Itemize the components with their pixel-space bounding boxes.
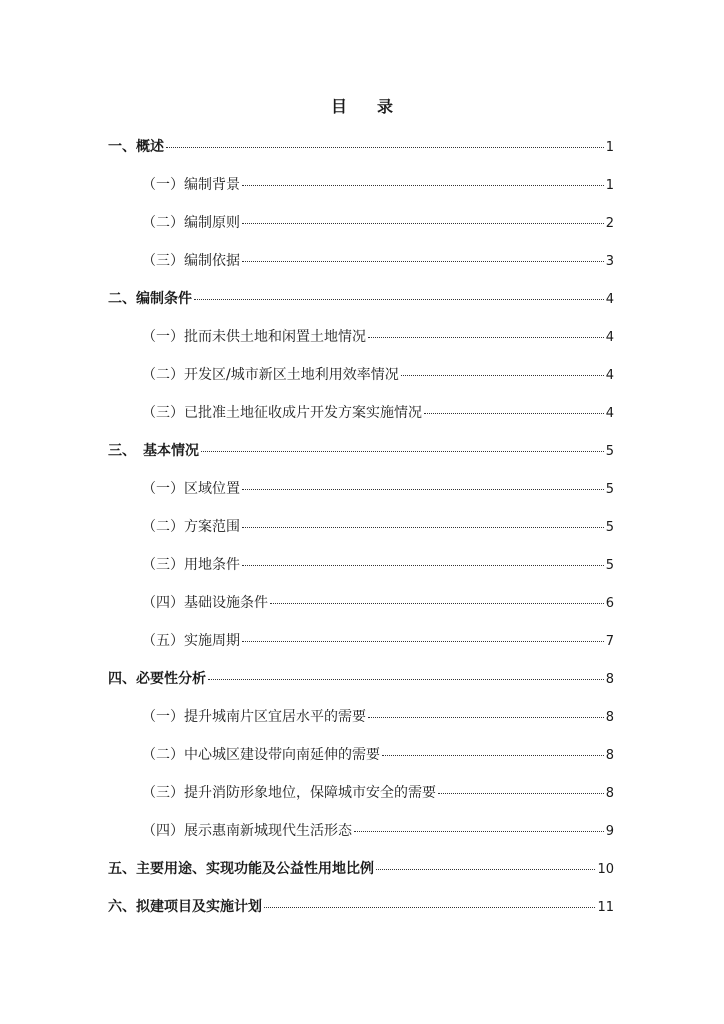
toc-entry-page: 8: [605, 710, 614, 725]
toc-entry-page: 8: [605, 672, 614, 687]
toc-entry-label: （一）批而未供土地和闲置土地情况: [142, 329, 366, 345]
toc-entry-page: 9: [605, 824, 614, 839]
toc-entry-page: 5: [605, 482, 614, 497]
toc-entry-label: （二）方案范围: [142, 519, 240, 535]
toc-entry[interactable]: [108, 210, 614, 248]
dot-leader: [376, 868, 595, 870]
toc-entry-page: 4: [605, 368, 614, 383]
toc-entry-page: 8: [605, 748, 614, 763]
toc-title: [0, 94, 724, 117]
toc-entry[interactable]: [108, 476, 614, 514]
dot-leader: [270, 602, 604, 604]
toc-entry-page: 5: [605, 520, 614, 535]
toc-entry-label: 二、编制条件: [108, 291, 192, 307]
toc-title-char-1: 目: [330, 97, 347, 116]
toc-entry-label: 三、 基本情况: [108, 443, 199, 459]
toc-entry[interactable]: [108, 704, 614, 742]
dot-leader: [264, 906, 595, 908]
toc-entry-label: （三）已批准土地征收成片开发方案实施情况: [142, 405, 422, 421]
toc-entry-page: 4: [605, 330, 614, 345]
toc-entry[interactable]: [108, 818, 614, 856]
toc-entry-label: 六、拟建项目及实施计划: [108, 899, 262, 915]
dot-leader: [242, 564, 604, 566]
toc-entry[interactable]: [108, 552, 614, 590]
dot-leader: [424, 412, 604, 414]
toc-entry-label: （三）用地条件: [142, 557, 240, 573]
toc-entry[interactable]: [108, 400, 614, 438]
toc-entry[interactable]: [108, 666, 614, 704]
toc-entry-page: 11: [597, 900, 614, 915]
toc-entry-page: 8: [605, 786, 614, 801]
dot-leader: [401, 374, 604, 376]
dot-leader: [242, 222, 604, 224]
dot-leader: [242, 640, 604, 642]
toc-entry-label: 五、主要用途、实现功能及公益性用地比例: [108, 861, 374, 877]
toc-entry[interactable]: [108, 286, 614, 324]
toc-entry[interactable]: [108, 894, 614, 932]
toc-entry-label: （四）展示惠南新城现代生活形态: [142, 823, 352, 839]
toc-entry-page: 10: [597, 862, 614, 877]
dot-leader: [368, 716, 604, 718]
dot-leader: [438, 792, 604, 794]
toc-entry[interactable]: [108, 324, 614, 362]
dot-leader: [242, 488, 604, 490]
dot-leader: [382, 754, 604, 756]
toc-entry-label: （一）编制背景: [142, 177, 240, 193]
toc-entry[interactable]: [108, 590, 614, 628]
dot-leader: [194, 298, 604, 300]
toc-entry[interactable]: [108, 628, 614, 666]
toc-entry-page: 1: [605, 178, 614, 193]
toc-entry[interactable]: [108, 780, 614, 818]
dot-leader: [242, 526, 604, 528]
toc-entry[interactable]: [108, 856, 614, 894]
toc-entry-page: 4: [605, 406, 614, 421]
toc-entry[interactable]: [108, 742, 614, 780]
toc-entry-page: 1: [605, 140, 614, 155]
dot-leader: [354, 830, 604, 832]
dot-leader: [368, 336, 604, 338]
toc-entry-label: 一、概述: [108, 139, 164, 155]
toc-entry-label: （二）中心城区建设带向南延伸的需要: [142, 747, 380, 763]
toc-entry-page: 5: [605, 444, 614, 459]
toc-entry-page: 6: [605, 596, 614, 611]
dot-leader: [166, 146, 604, 148]
toc-entry[interactable]: [108, 172, 614, 210]
toc-entry-label: （一）区域位置: [142, 481, 240, 497]
toc-entry-label: （一）提升城南片区宜居水平的需要: [142, 709, 366, 725]
toc-entry-page: 5: [605, 558, 614, 573]
toc-title-char-2: 录: [377, 97, 394, 116]
dot-leader: [242, 184, 604, 186]
toc-entry-page: 4: [605, 292, 614, 307]
toc-entry-label: （四）基础设施条件: [142, 595, 268, 611]
toc-entry[interactable]: [108, 514, 614, 552]
toc-entry-label: （二）开发区/城市新区土地利用效率情况: [142, 367, 399, 383]
toc-entry[interactable]: [108, 134, 614, 172]
toc-entry-label: （三）提升消防形象地位，保障城市安全的需要: [142, 785, 436, 801]
toc-entry-label: （五）实施周期: [142, 633, 240, 649]
dot-leader: [208, 678, 604, 680]
dot-leader: [242, 260, 604, 262]
toc-entry-label: （二）编制原则: [142, 215, 240, 231]
toc-entry-page: 7: [605, 634, 614, 649]
toc-entry[interactable]: [108, 248, 614, 286]
toc-entry-label: （三）编制依据: [142, 253, 240, 269]
toc-entry-page: 3: [605, 254, 614, 269]
toc-entry[interactable]: [108, 362, 614, 400]
toc-list: [108, 134, 614, 932]
dot-leader: [201, 450, 604, 452]
toc-entry-page: 2: [605, 216, 614, 231]
toc-entry-label: 四、必要性分析: [108, 671, 206, 687]
toc-entry[interactable]: [108, 438, 614, 476]
